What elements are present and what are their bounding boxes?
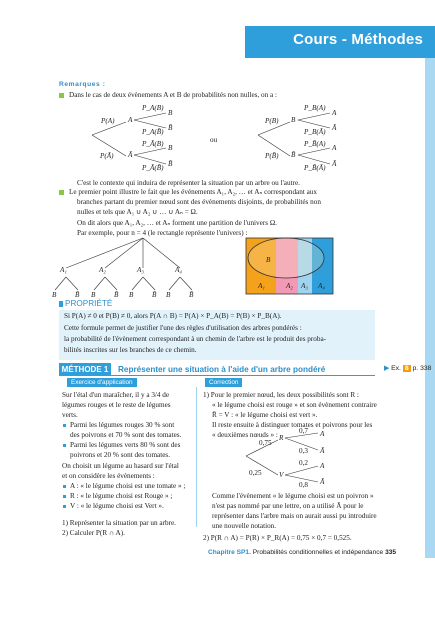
property-line1: Si P(A) ≠ 0 et P(B) ≠ 0, alors P(A ∩ B) = P(A) × P_A(B) = P(B) × P_B(A). bbox=[64, 312, 282, 320]
bullet-icon bbox=[63, 444, 66, 447]
page-title: Cours - Méthodes bbox=[293, 31, 423, 48]
method-title: Représenter une situation à l'aide d'un arbre pondéré bbox=[118, 365, 326, 374]
tree3-a1: A₁ bbox=[60, 266, 67, 274]
tree1-b1: B bbox=[168, 109, 173, 117]
footer-subtitle: Probabilités conditionnelles et indépendance bbox=[252, 549, 384, 556]
venn-b: B bbox=[266, 256, 271, 264]
property-line2: Cette formule permet de justifier l'une des règles d'utilisation des arbres pondérés : bbox=[64, 324, 302, 332]
exercise-question: 1) Représenter la situation par un arbre. bbox=[62, 519, 176, 527]
tree2-pbbar: P(B̄) bbox=[265, 152, 279, 160]
ctree-abar2: Ā bbox=[320, 478, 325, 486]
correction-line: Comme l'évènement « le légume choisi est un poivron » bbox=[212, 492, 374, 500]
property-line4: bilités inscrites sur les branches de ce chemin. bbox=[64, 346, 197, 354]
tree3-leaf: B̄ bbox=[75, 291, 80, 299]
tree3-leaf: B bbox=[129, 291, 134, 299]
exercise-line: des poivrons et 70 % sont des tomates. bbox=[70, 431, 182, 439]
tree2-pbbara: P_B̄(A) bbox=[304, 140, 326, 148]
page-number: 335 bbox=[385, 549, 397, 556]
tree2-pbbarabar: P_B̄(Ā) bbox=[304, 164, 326, 172]
tree2-abar1: Ā bbox=[332, 124, 337, 132]
tree1-bbar1: B̄ bbox=[168, 124, 173, 132]
footer bbox=[208, 549, 396, 556]
exercise-line: et on considère les évènements : bbox=[62, 472, 155, 480]
ctree-p-v: 0,25 bbox=[249, 469, 262, 477]
tree3-leaf: B bbox=[166, 291, 171, 299]
remarks-line1: Dans le cas de deux évènements A et B de probabilités non nulles, on a : bbox=[69, 91, 277, 99]
ctree-p-va: 0,2 bbox=[299, 459, 308, 467]
remarks-line3a: Le premier point illustre le fait que les évènements A₁, A₂, … et Aₙ correspondant aux bbox=[69, 188, 317, 196]
bullet-icon bbox=[63, 424, 66, 427]
venn-a2: A₂ bbox=[286, 282, 293, 290]
remarks-line3c: nulles et tels que A₁ ∪ A₂ ∪ … ∪ Aₙ = Ω. bbox=[77, 208, 198, 216]
ctree-a1: A bbox=[320, 430, 325, 438]
tree3-leaf: B bbox=[52, 291, 57, 299]
tree3-leaf: B̄ bbox=[114, 291, 119, 299]
or-label: ou bbox=[210, 136, 218, 144]
correction-line: « le légume choisi est rouge » et son évènement contraire bbox=[212, 401, 377, 409]
tree1-pabarbbar: P_Ā(B̄) bbox=[142, 164, 164, 172]
tree3-leaf: B̄ bbox=[152, 291, 157, 299]
tree2-pb: P(B) bbox=[265, 117, 279, 125]
tree2-abar2: Ā bbox=[332, 160, 337, 168]
correction-line: n'est pas nommé par une lettre, on a utilisé Ā pour le bbox=[212, 502, 364, 510]
exercise-line: verts. bbox=[62, 411, 78, 419]
exercise-line: Sur l'étal d'un maraîcher, il y a 3/4 de bbox=[62, 391, 170, 399]
bullet-icon bbox=[63, 505, 66, 508]
correction-line: 1) Pour le premier nœud, les deux possibilités sont R : bbox=[203, 391, 359, 399]
remarks-line4: On dit alors que A₁, A₂, … et Aₙ forment une partition de l'univers Ω. bbox=[77, 219, 277, 227]
exercise-question: 2) Calculer P(R ∩ A). bbox=[62, 529, 125, 537]
exercise-line: Parmi les légumes rouges 30 % sont bbox=[70, 421, 175, 429]
exercise-line: poivrons et 20 % sont des tomates. bbox=[70, 451, 171, 459]
tree2-pba: P_B(A) bbox=[304, 104, 326, 112]
ctree-p-ra: 0,7 bbox=[299, 427, 308, 435]
footer-chapter: Chapitre SP1. bbox=[208, 549, 251, 556]
venn-a4: A₄ bbox=[318, 282, 325, 290]
property-line3: la probabilité de l'évènement correspondant à un chemin de l'arbre est le produit des proba- bbox=[64, 335, 327, 343]
tree1-pa: P(A) bbox=[101, 117, 115, 125]
remarks-line3b: branches partant du premier nœud sont des évènements disjoints, de probabilités non bbox=[77, 198, 321, 206]
exercise-line: V : « le légume choisi est Vert ». bbox=[70, 502, 164, 510]
tree2-bbar: B̄ bbox=[291, 151, 296, 159]
ref-page: p. 338 bbox=[412, 365, 432, 372]
tree2-a1: A bbox=[332, 109, 337, 117]
method-underline bbox=[111, 375, 375, 376]
remarks-line5: Par exemple, pour n = 4 (le rectangle représente l'univers) : bbox=[77, 229, 248, 237]
tree1-bbar2: B̄ bbox=[168, 160, 173, 168]
method-tag: MÉTHODE 1 bbox=[59, 363, 111, 376]
ctree-abar1: Ā bbox=[320, 447, 325, 455]
tree3-a4: A₄ bbox=[175, 266, 182, 274]
remarks-line2: C'est le contexte qui induira de représenter la situation par un arbre ou l'autre. bbox=[77, 179, 300, 187]
tree1-pabar: P(Ā) bbox=[100, 152, 114, 160]
tree3-leaf: B bbox=[91, 291, 96, 299]
remarks-title: Remarques : bbox=[59, 81, 106, 88]
exercise-line: On choisit un légume au hasard sur l'étal bbox=[62, 462, 179, 470]
tree3-leaf: B̄ bbox=[189, 291, 194, 299]
bullet-icon bbox=[59, 190, 64, 195]
ctree-r: R bbox=[279, 434, 284, 442]
venn-a1: A₁ bbox=[258, 282, 265, 290]
tree1-b2: B bbox=[168, 144, 173, 152]
ctree-p-r: 0,75 bbox=[259, 439, 272, 447]
correction-line: « deuxièmes nœuds » : bbox=[212, 431, 278, 439]
exercise-reference-link[interactable] bbox=[384, 364, 431, 372]
tree1-abar: Ā bbox=[128, 151, 133, 159]
tree1-pabbar: P_A(B̄) bbox=[142, 128, 164, 136]
ref-number: 8 bbox=[404, 365, 409, 372]
tree2-pbabar: P_B(Ā) bbox=[304, 128, 326, 136]
exercise-line: A : « le légume choisi est une tomate » ; bbox=[70, 482, 186, 490]
ctree-p-vabar: 0,8 bbox=[299, 481, 308, 489]
footer-strip bbox=[425, 538, 435, 558]
tree2-b: B bbox=[291, 116, 296, 124]
exercise-line: R : « le légume choisi est Rouge » ; bbox=[70, 492, 173, 500]
property-marker bbox=[59, 301, 63, 307]
bullet-icon bbox=[63, 495, 66, 498]
correction-line: Il reste ensuite à distinguer tomates et poivrons pour les bbox=[212, 421, 373, 429]
correction-line: une nouvelle notation. bbox=[212, 522, 277, 530]
ctree-a2: A bbox=[320, 462, 325, 470]
ctree-p-rabar: 0,3 bbox=[299, 447, 308, 455]
tree3-a2: A₂ bbox=[99, 266, 106, 274]
arrow-right-icon: ▶ bbox=[384, 365, 390, 372]
tree2-a2: A bbox=[332, 144, 337, 152]
tree1-pabarb: P_Ā(B) bbox=[142, 140, 164, 148]
bullet-icon bbox=[63, 485, 66, 488]
tree1-a: A bbox=[128, 116, 133, 124]
correction-line: représenter dans l'arbre mais on aurait aussi pu introduire bbox=[212, 512, 377, 520]
correction-line: 2) P(R ∩ A) = P(R) × P_R(A) = 0,75 × 0,7 = 0,525. bbox=[203, 534, 352, 542]
correction-line: R̄ = V : « le légume choisi est vert ». bbox=[212, 411, 318, 419]
correction-tab: Correction bbox=[205, 378, 242, 387]
exercise-line: Parmi les légumes verts 80 % sont des bbox=[70, 441, 181, 449]
exercise-tab: Exercice d'application bbox=[67, 378, 137, 387]
property-title: PROPRIÉTÉ bbox=[65, 299, 113, 308]
tree1-pab: P_A(B) bbox=[142, 104, 164, 112]
venn-a3: A₃ bbox=[301, 282, 308, 290]
exercise-line: légumes rouges et le reste de légumes bbox=[62, 401, 171, 409]
tree3-a3: A₃ bbox=[137, 266, 144, 274]
ctree-v: V bbox=[279, 471, 284, 479]
ref-prefix: Ex. bbox=[391, 365, 401, 372]
